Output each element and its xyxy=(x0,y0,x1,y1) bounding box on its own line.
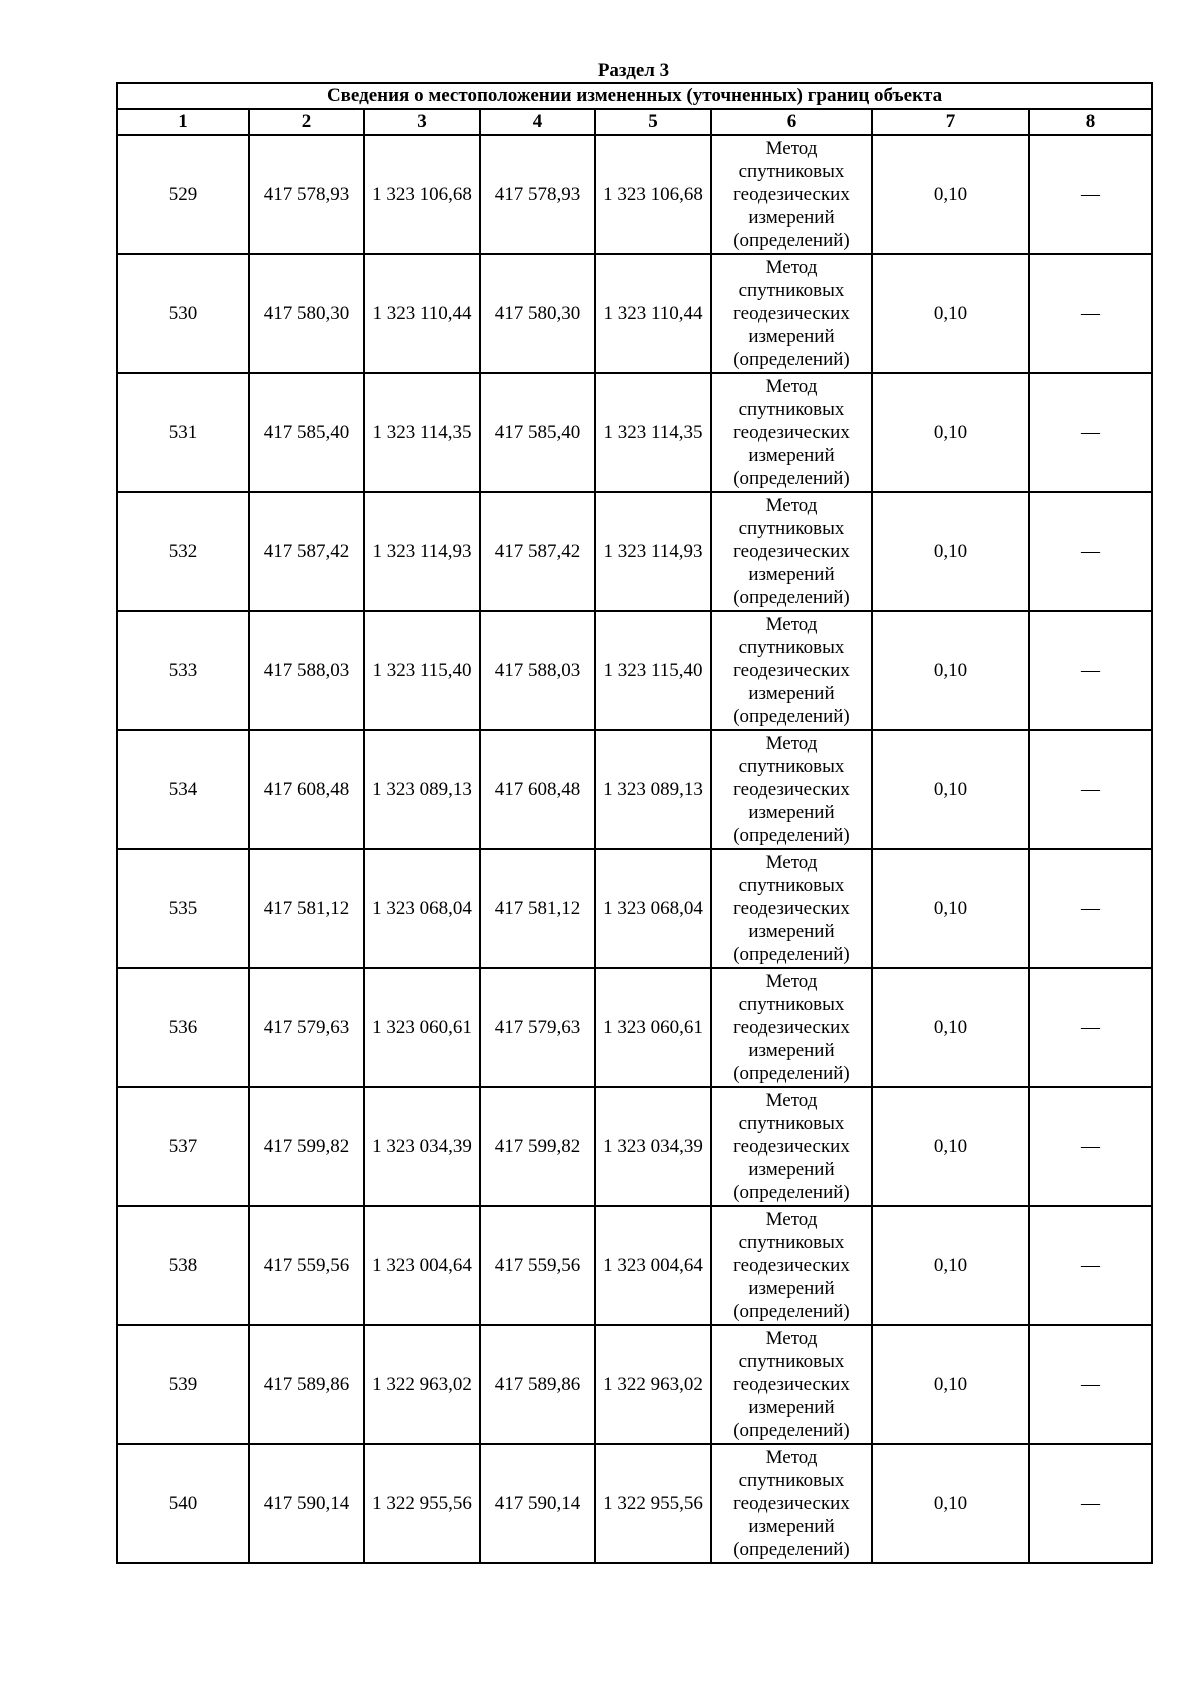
cell-y-existing: 1 323 110,44 xyxy=(364,254,480,373)
cell-y-existing: 1 323 004,64 xyxy=(364,1206,480,1325)
cell-point-number: 533 xyxy=(117,611,249,730)
cell-x-new: 417 587,42 xyxy=(480,492,595,611)
cell-note: — xyxy=(1029,730,1152,849)
cell-y-new: 1 323 114,93 xyxy=(595,492,711,611)
cell-method: Метод спутниковых геодезических измерений (определений) xyxy=(711,254,872,373)
cell-x-new: 417 608,48 xyxy=(480,730,595,849)
table-row xyxy=(117,1325,1152,1444)
cell-note: — xyxy=(1029,1206,1152,1325)
cell-point-number: 535 xyxy=(117,849,249,968)
boundary-table xyxy=(116,82,1153,1564)
table-row xyxy=(117,968,1152,1087)
cell-x-existing: 417 608,48 xyxy=(249,730,364,849)
table-row xyxy=(117,849,1152,968)
cell-x-existing: 417 578,93 xyxy=(249,135,364,254)
cell-y-new: 1 323 114,35 xyxy=(595,373,711,492)
cell-accuracy: 0,10 xyxy=(872,373,1029,492)
cell-y-new: 1 323 106,68 xyxy=(595,135,711,254)
cell-point-number: 530 xyxy=(117,254,249,373)
column-number-3: 3 xyxy=(364,109,480,135)
cell-method: Метод спутниковых геодезических измерений (определений) xyxy=(711,1325,872,1444)
cell-y-new: 1 322 963,02 xyxy=(595,1325,711,1444)
cell-note: — xyxy=(1029,135,1152,254)
cell-note: — xyxy=(1029,492,1152,611)
cell-point-number: 539 xyxy=(117,1325,249,1444)
cell-x-existing: 417 588,03 xyxy=(249,611,364,730)
cell-x-new: 417 590,14 xyxy=(480,1444,595,1563)
cell-accuracy: 0,10 xyxy=(872,254,1029,373)
cell-point-number: 534 xyxy=(117,730,249,849)
cell-x-existing: 417 599,82 xyxy=(249,1087,364,1206)
cell-y-existing: 1 322 963,02 xyxy=(364,1325,480,1444)
cell-x-new: 417 581,12 xyxy=(480,849,595,968)
column-number-4: 4 xyxy=(480,109,595,135)
cell-point-number: 540 xyxy=(117,1444,249,1563)
cell-x-new: 417 589,86 xyxy=(480,1325,595,1444)
cell-method: Метод спутниковых геодезических измерений (определений) xyxy=(711,1087,872,1206)
cell-x-existing: 417 579,63 xyxy=(249,968,364,1087)
cell-y-existing: 1 323 034,39 xyxy=(364,1087,480,1206)
table-row xyxy=(117,611,1152,730)
cell-method: Метод спутниковых геодезических измерений (определений) xyxy=(711,135,872,254)
cell-x-existing: 417 559,56 xyxy=(249,1206,364,1325)
cell-note: — xyxy=(1029,1087,1152,1206)
column-number-8: 8 xyxy=(1029,109,1152,135)
column-number-1: 1 xyxy=(117,109,249,135)
table-body xyxy=(117,135,1152,1563)
cell-note: — xyxy=(1029,611,1152,730)
section-title: Раздел 3 xyxy=(597,60,670,81)
cell-x-existing: 417 589,86 xyxy=(249,1325,364,1444)
cell-point-number: 529 xyxy=(117,135,249,254)
table-row xyxy=(117,135,1152,254)
cell-x-existing: 417 587,42 xyxy=(249,492,364,611)
cell-y-new: 1 323 060,61 xyxy=(595,968,711,1087)
cell-method: Метод спутниковых геодезических измерений (определений) xyxy=(711,1444,872,1563)
cell-y-new: 1 323 068,04 xyxy=(595,849,711,968)
cell-y-new: 1 323 089,13 xyxy=(595,730,711,849)
cell-x-new: 417 599,82 xyxy=(480,1087,595,1206)
column-number-2: 2 xyxy=(249,109,364,135)
table-row xyxy=(117,1206,1152,1325)
cell-y-existing: 1 322 955,56 xyxy=(364,1444,480,1563)
cell-x-new: 417 579,63 xyxy=(480,968,595,1087)
cell-method: Метод спутниковых геодезических измерений (определений) xyxy=(711,611,872,730)
cell-note: — xyxy=(1029,373,1152,492)
table-row xyxy=(117,254,1152,373)
cell-method: Метод спутниковых геодезических измерений (определений) xyxy=(711,1206,872,1325)
cell-note: — xyxy=(1029,849,1152,968)
column-number-6: 6 xyxy=(711,109,872,135)
table-row xyxy=(117,1444,1152,1563)
cell-y-existing: 1 323 114,35 xyxy=(364,373,480,492)
table-row xyxy=(117,492,1152,611)
column-number-7: 7 xyxy=(872,109,1029,135)
cell-note: — xyxy=(1029,1444,1152,1563)
cell-x-new: 417 578,93 xyxy=(480,135,595,254)
cell-note: — xyxy=(1029,968,1152,1087)
column-number-5: 5 xyxy=(595,109,711,135)
table-row xyxy=(117,730,1152,849)
cell-point-number: 531 xyxy=(117,373,249,492)
cell-y-existing: 1 323 115,40 xyxy=(364,611,480,730)
cell-point-number: 536 xyxy=(117,968,249,1087)
cell-accuracy: 0,10 xyxy=(872,611,1029,730)
cell-y-existing: 1 323 068,04 xyxy=(364,849,480,968)
cell-method: Метод спутниковых геодезических измерений (определений) xyxy=(711,968,872,1087)
table-row xyxy=(117,1087,1152,1206)
cell-accuracy: 0,10 xyxy=(872,849,1029,968)
cell-accuracy: 0,10 xyxy=(872,730,1029,849)
cell-point-number: 532 xyxy=(117,492,249,611)
cell-x-existing: 417 580,30 xyxy=(249,254,364,373)
cell-x-new: 417 580,30 xyxy=(480,254,595,373)
cell-method: Метод спутниковых геодезических измерений (определений) xyxy=(711,730,872,849)
cell-accuracy: 0,10 xyxy=(872,1087,1029,1206)
cell-x-new: 417 588,03 xyxy=(480,611,595,730)
cell-note: — xyxy=(1029,1325,1152,1444)
cell-x-new: 417 559,56 xyxy=(480,1206,595,1325)
cell-note: — xyxy=(1029,254,1152,373)
cell-method: Метод спутниковых геодезических измерений (определений) xyxy=(711,849,872,968)
cell-y-existing: 1 323 106,68 xyxy=(364,135,480,254)
cell-y-new: 1 323 004,64 xyxy=(595,1206,711,1325)
cell-y-new: 1 323 115,40 xyxy=(595,611,711,730)
cell-y-new: 1 322 955,56 xyxy=(595,1444,711,1563)
cell-point-number: 538 xyxy=(117,1206,249,1325)
cell-accuracy: 0,10 xyxy=(872,1444,1029,1563)
cell-accuracy: 0,10 xyxy=(872,492,1029,611)
cell-x-new: 417 585,40 xyxy=(480,373,595,492)
cell-accuracy: 0,10 xyxy=(872,1206,1029,1325)
cell-method: Метод спутниковых геодезических измерений (определений) xyxy=(711,492,872,611)
cell-x-existing: 417 581,12 xyxy=(249,849,364,968)
cell-method: Метод спутниковых геодезических измерений (определений) xyxy=(711,373,872,492)
cell-x-existing: 417 585,40 xyxy=(249,373,364,492)
column-number-row xyxy=(117,109,1152,135)
cell-y-new: 1 323 034,39 xyxy=(595,1087,711,1206)
cell-accuracy: 0,10 xyxy=(872,968,1029,1087)
cell-y-existing: 1 323 060,61 xyxy=(364,968,480,1087)
cell-x-existing: 417 590,14 xyxy=(249,1444,364,1563)
table-row xyxy=(117,373,1152,492)
cell-point-number: 537 xyxy=(117,1087,249,1206)
cell-y-existing: 1 323 089,13 xyxy=(364,730,480,849)
document-page xyxy=(116,60,1151,1564)
table-caption: Сведения о местоположении измененных (уточненных) границ объекта xyxy=(117,83,1152,109)
cell-accuracy: 0,10 xyxy=(872,135,1029,254)
cell-y-new: 1 323 110,44 xyxy=(595,254,711,373)
cell-accuracy: 0,10 xyxy=(872,1325,1029,1444)
cell-y-existing: 1 323 114,93 xyxy=(364,492,480,611)
